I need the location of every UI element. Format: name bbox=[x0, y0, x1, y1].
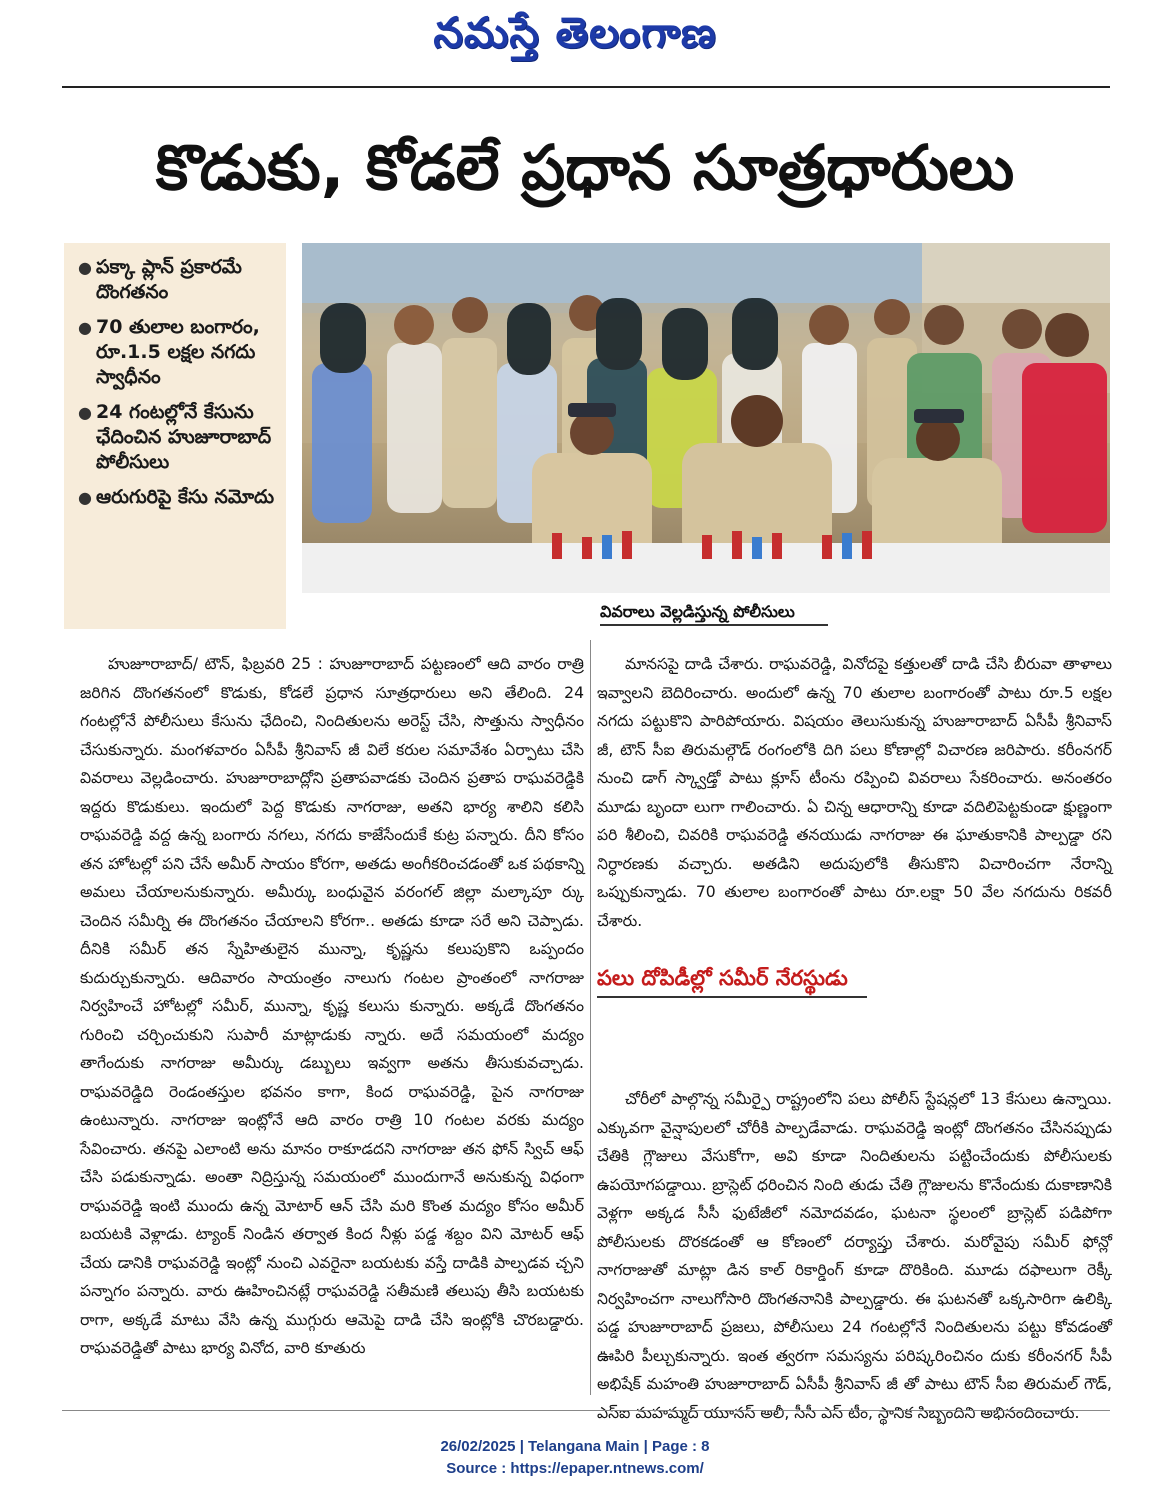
bullet-icon: ● bbox=[78, 318, 92, 337]
column-divider bbox=[590, 640, 591, 1395]
bullet-icon: ● bbox=[78, 488, 92, 507]
highlight-text: 24 గంటల్లోనే కేసును ఛేదించిన హుజూరాబాద్ పోలీసులు bbox=[96, 401, 272, 473]
bullet-icon: ● bbox=[78, 403, 92, 422]
highlights-box bbox=[64, 243, 286, 629]
article-column-1 bbox=[80, 650, 584, 1395]
article-subheading: పలు దోపిడీల్లో సమీర్ నేరస్థుడు bbox=[597, 960, 867, 998]
bullet-icon: ● bbox=[78, 258, 92, 277]
source-link[interactable]: Source : https://epaper.ntnews.com/ bbox=[446, 1460, 704, 1477]
photo-caption: వివరాలు వెల్లడిస్తున్న పోలీసులు bbox=[600, 600, 828, 626]
article-paragraph: చోరీలో పాల్గొన్న సమీర్పై రాష్ట్రంలోని పలు పోలీస్ స్టేషన్లలో 13 కేసులు ఉన్నాయి. ఎక్కువగా వైన్షాపులలో చోరీకి పాల్పడేవాడు. రాఘవరెడ్డి ఇంట్లో దొంగతనం చేసినప్పుడు చేతికి గ్లౌజులు వేసుకోగా, అవి కూడా నిందితులను పట్టించేందుకు పోలీసులకు ఉపయోగపడ్డాయి. బ్రాస్లెట్ ధరించిన నింది తుడు చేతి గ్లౌజులను కొనేందుకు దుకాణానికి వెళ్లగా అక్కడ సీసీ ఫుటేజీలో నమోదవడం, ఘటనా స్థలంలో బ్రాస్లెట్ పడిపోగా పోలీసులకు దొరకడంతో ఆ కోణంలో దర్యాప్తు చేశారు. మరోవైపు సమీర్ ఫోన్లో నాగరాజుతో మాట్లా డిన కాల్ రికార్డింగ్ కూడా దొరికింది. మూడు దఫాలుగా రెక్కీ నిర్వహించగా నాలుగోసారి దొంగతనానికి పాల్పడ్డారు. ఈ ఘటనతో ఒక్కసారిగా ఉలిక్కి పడ్డ హుజూరాబాద్ ప్రజలు, పోలీసులు 24 గంటల్లోనే నిందితులను పట్టు కోవడంతో ఊపిరి పీల్చుకున్నారు. ఇంత త్వరగా సమస్యను పరిష్కరించినం దుకు కరీంనగర్ సీపీ అభిషేక్ మహంతి హుజూరాబాద్ ఏసీపీ శ్రీనివాస్ జీ తో పాటు టౌన్ సీఐ తిరుమల్ గౌడ్, ఎస్ఐ మహమ్మద్ యూనస్ అలీ, సీసీ ఎస్ టీం, స్థానిక సిబ్బందిని అభినందించారు. bbox=[597, 1090, 1112, 1422]
highlight-text: ఆరుగురిపై కేసు నమోదు bbox=[96, 486, 275, 508]
newspaper-masthead: నమస్తే తెలంగాణ bbox=[433, 8, 717, 57]
footer-divider bbox=[62, 1410, 1110, 1411]
highlight-text: పక్కా ప్లాన్ ప్రకారమే దొంగతనం bbox=[96, 256, 242, 303]
photo-illustration bbox=[302, 243, 1110, 593]
press-conference-photo bbox=[302, 243, 1110, 593]
article-column-2 bbox=[597, 650, 1112, 950]
article-paragraph: మానసపై దాడి చేశారు. రాఘవరెడ్డి, వినోదపై కత్తులతో దాడి చేసి బీరువా తాళాలు ఇవ్వాలని బెదిరించారు. అందులో ఉన్న 70 తులాల బంగారంతో పాటు రూ.5 లక్షల నగదు పట్టుకొని పారిపోయారు. విషయం తెలుసుకున్న హుజూరాబాద్ ఏసీపీ శ్రీనివాస్ జీ, టౌన్ సీఐ తిరుమల్గౌడ్ రంగంలోకి దిగి పలు కోణాల్లో విచారణ జరిపారు. కరీంనగర్ నుంచి డాగ్ స్క్వాడ్తో పాటు క్లూస్ టీంను రప్పించి వివరాలు సేకరించారు. అనంతరం మూడు బృందా లుగా గాలించారు. ఏ చిన్న ఆధారాన్ని కూడా వదిలిపెట్టకుండా క్షుణ్ణంగా పరి శీలించి, చివరికి రాఘవరెడ్డి తనయుడు నాగరాజు ఈ ఘాతుకానికి పాల్పడ్డా రని నిర్ధారణకు వచ్చారు. అతడిని అదుపులోకి తీసుకొని విచారించగా నేరాన్ని ఒప్పుకున్నాడు. 70 తులాల బంగారంతో పాటు రూ.లక్షా 50 వేల నగదును రికవరీ చేశారు. bbox=[597, 655, 1112, 930]
highlight-item bbox=[78, 315, 278, 390]
article-column-3 bbox=[597, 1085, 1112, 1422]
article-paragraph: హుజూరాబాద్/ టౌన్, ఫిబ్రవరి 25 : హుజూరాబాద్ పట్టణంలో ఆది వారం రాత్రి జరిగిన దొంగతనంలో కొడుకు, కోడలే ప్రధాన సూత్రధారులు అని తేలింది. 24 గంటల్లోనే పోలీసులు కేసును ఛేదించి, నిందితులను అరెస్ట్ చేసి, సొత్తును స్వాధీనం చేసుకున్నారు. మంగళవారం ఏసీపీ శ్రీనివాస్ జీ విలే కరుల సమావేశం ఏర్పాటు చేసి వివరాలు వెల్లడించారు. హుజూరాబాద్లోని ప్రతాపవాడకు చెందిన ప్రతాప రాఘవరెడ్డికి ఇద్దరు కొడుకులు. ఇందులో పెద్ద కొడుకు నాగరాజు, అతని భార్య శాలిని కలిసి రాఘవరెడ్డి వద్ద ఉన్న బంగారు నగలు, నగదు కాజేసేందుకే కుట్ర పన్నారు. దీని కోసం తన హోటల్లో పని చేసే అమీర్ సాయం కోరగా, అతడు అంగీకరించడంతో ఒక పథకాన్ని అమలు చేయాలనుకున్నారు. అమీర్కు బంధువైన వరంగల్ జిల్లా మల్కాపూ ర్కు చెందిన సమీర్ని ఈ దొంగతనం చేయాలని కోరగా.. అతడు కూడా సరే అని చెప్పాడు. దీనికి సమీర్ తన స్నేహితులైన మున్నా, కృష్ణను కలుపుకొని ఒప్పందం కుదుర్చుకున్నారు. ఆదివారం సాయంత్రం నాలుగు గంటల ప్రాంతంలో నాగరాజు నిర్వహించే హోటల్లో సమీర్, మున్నా, కృష్ణ కలుసు కున్నారు. అక్కడే దొంగతనం గురించి చర్చించుకుని సుపారీ మాట్లాడుకు న్నారు. అదే సమయంలో మద్యం తాగేందుకు నాగరాజు అమీర్కు డబ్బులు ఇవ్వగా అతను తీసుకువచ్చాడు. రాఘవరెడ్డిది రెండంతస్తుల భవనం కాగా, కింద రాఘవరెడ్డి, పైన నాగరాజు ఉంటున్నారు. నాగరాజు ఇంట్లోనే ఆది వారం రాత్రి 10 గంటల వరకు మద్యం సేవించారు. తనపై ఎలాంటి అను మానం రాకూడదని నాగరాజు తన ఫోన్ స్విచ్ ఆఫ్ చేసి పడుకున్నాడు. అంతా నిద్రిస్తున్న సమయంలో ముందుగానే అనుకున్న విధంగా రాఘవరెడ్డి ఇంటి ముందు ఉన్న మోటార్ ఆన్ చేసి మరి కొంత మద్యం కోసం అమీర్ బయటకి వెళ్లాడు. ట్యాంక్ నిండిన తర్వాత కింద నీళ్లు పడ్డ శబ్దం విని మోటర్ ఆఫ్ చేయ డానికి రాఘవరెడ్డి ఇంట్లో నుంచి ఎవరైనా బయటకు వస్తే దాడికి పాల్పడవ చ్చని పన్నాగం పన్నారు. వారు ఊహించినట్లే రాఘవరెడ్డి సతీమణి తలుపు తీసి బయటకు రాగా, అక్కడే మాటు వేసి ఉన్న ముగ్గురు ఆమెపై దాడి చేసి ఇంట్లోకి చొరబడ్డారు. రాఘవరెడ్డితో పాటు భార్య వినోద, వారి కూతురు bbox=[80, 655, 585, 1357]
highlight-item bbox=[78, 485, 278, 510]
masthead-divider bbox=[62, 86, 1110, 88]
highlight-text: 70 తులాల బంగారం, రూ.1.5 లక్షల నగదు స్వాధీనం bbox=[96, 316, 260, 388]
highlight-item bbox=[78, 255, 278, 305]
article-headline: కొడుకు, కోడలే ప్రధాన సూత్రధారులు bbox=[155, 131, 1015, 204]
page-footer bbox=[300, 1436, 850, 1480]
edition-info: 26/02/2025 | Telangana Main | Page : 8 bbox=[440, 1438, 710, 1455]
highlight-item bbox=[78, 400, 278, 475]
